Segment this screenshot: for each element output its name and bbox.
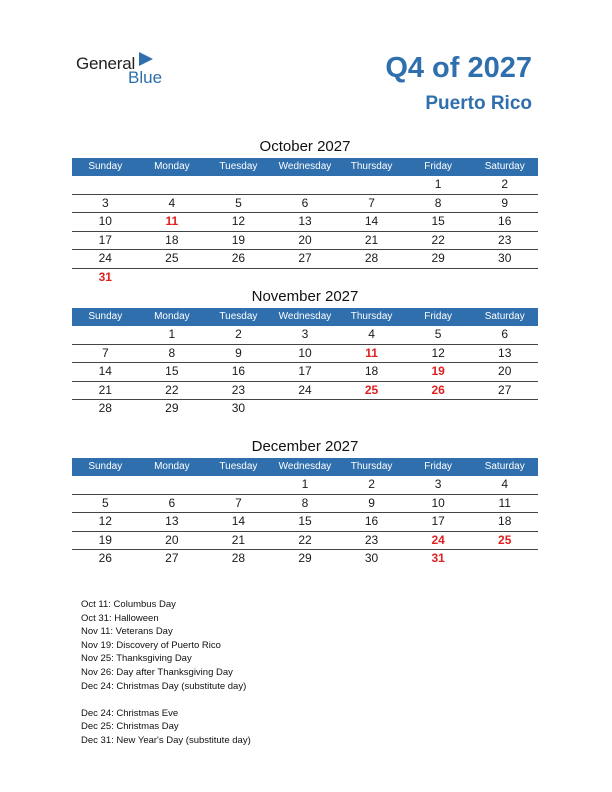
day-cell: 30 <box>231 401 246 415</box>
day-cell: 18 <box>498 514 512 528</box>
weekday-label: Tuesday <box>219 461 258 472</box>
day-cell: 27 <box>298 251 312 265</box>
day-cell: 19 <box>431 364 445 378</box>
quarter-title: Q4 of 2027 <box>385 52 532 84</box>
day-cell: 22 <box>431 232 445 247</box>
logo-word-general: General <box>76 54 136 73</box>
empty-day-cell <box>272 269 339 287</box>
month-grid <box>72 326 538 418</box>
day-cell: 23 <box>231 382 246 397</box>
day-cell: 21 <box>364 232 379 247</box>
month-grid <box>72 476 538 568</box>
day-cell: 26 <box>431 382 445 397</box>
day-cell: 29 <box>165 401 179 415</box>
empty-day-cell <box>338 176 405 194</box>
week-row <box>72 532 538 551</box>
day-cell: 2 <box>368 477 375 491</box>
day-cell: 26 <box>98 551 112 565</box>
day-cell: 15 <box>165 364 179 378</box>
day-cell: 29 <box>431 251 445 265</box>
day-cell: 24 <box>298 382 312 397</box>
region-title: Puerto Rico <box>425 93 532 114</box>
day-cell: 10 <box>98 214 112 228</box>
day-cell: 28 <box>364 251 379 265</box>
day-cell: 6 <box>301 195 309 210</box>
day-cell: 23 <box>498 232 512 247</box>
holiday-note: Dec 31: New Year's Day (substitute day) <box>81 734 251 746</box>
day-cell: 30 <box>364 551 379 565</box>
day-cell: 13 <box>165 514 179 528</box>
week-row <box>72 326 538 345</box>
month-title: December 2027 <box>251 438 359 455</box>
week-row <box>72 400 538 418</box>
week-row <box>72 269 538 287</box>
day-cell: 9 <box>501 195 509 210</box>
day-cell: 26 <box>231 251 246 265</box>
day-cell: 1 <box>168 327 176 341</box>
day-cell: 17 <box>298 364 312 378</box>
holiday-note: Dec 24: Christmas Day (substitute day) <box>81 680 247 692</box>
empty-day-cell <box>471 269 538 287</box>
weekday-label: Thursday <box>350 461 393 472</box>
week-row <box>72 363 538 382</box>
weekday-header <box>72 458 538 476</box>
day-cell: 29 <box>298 551 312 565</box>
month-october <box>72 136 538 286</box>
week-row <box>72 213 538 232</box>
day-cell: 3 <box>101 195 109 210</box>
empty-day-cell <box>405 400 472 418</box>
day-cell: 17 <box>431 514 445 528</box>
day-cell: 11 <box>365 345 378 360</box>
weekday-label: Wednesday <box>278 461 332 472</box>
day-cell: 7 <box>235 495 242 510</box>
empty-day-cell <box>272 176 339 194</box>
day-cell: 20 <box>165 532 179 547</box>
day-cell: 24 <box>431 532 445 547</box>
day-cell: 8 <box>434 195 442 210</box>
day-cell: 3 <box>301 327 309 341</box>
holiday-note: Nov 26: Day after Thanksgiving Day <box>81 666 233 678</box>
day-cell: 10 <box>431 495 445 510</box>
day-cell: 12 <box>98 514 112 528</box>
day-cell: 20 <box>498 364 512 378</box>
day-cell: 27 <box>498 382 512 397</box>
week-row <box>72 476 538 495</box>
weekday-label: Saturday <box>484 161 525 172</box>
day-cell: 18 <box>165 232 179 247</box>
day-cell: 11 <box>498 495 511 510</box>
day-cell: 16 <box>231 364 246 378</box>
day-cell: 4 <box>368 327 375 341</box>
day-cell: 5 <box>235 195 242 210</box>
day-cell: 9 <box>235 345 242 360</box>
empty-day-cell <box>205 269 272 287</box>
month-grid <box>72 176 538 286</box>
weekday-label: Sunday <box>88 461 123 472</box>
day-cell: 13 <box>498 345 512 360</box>
empty-day-cell <box>139 269 206 287</box>
week-row <box>72 495 538 514</box>
holiday-note: Nov 11: Veterans Day <box>81 626 173 638</box>
week-row <box>72 513 538 532</box>
month-december <box>72 436 538 568</box>
weekday-label: Thursday <box>350 161 393 172</box>
holiday-note: Nov 19: Discovery of Puerto Rico <box>81 639 221 651</box>
day-cell: 25 <box>498 532 512 547</box>
day-cell: 1 <box>301 477 309 491</box>
day-cell: 6 <box>501 327 509 341</box>
weekday-label: Friday <box>424 311 453 322</box>
weekday-label: Sunday <box>88 311 123 322</box>
day-cell: 28 <box>231 551 246 565</box>
day-cell: 17 <box>98 232 112 247</box>
holiday-note: Dec 24: Christmas Eve <box>81 707 179 719</box>
weekday-label: Friday <box>424 461 453 472</box>
day-cell: 21 <box>231 532 246 547</box>
day-cell: 7 <box>101 345 109 360</box>
empty-day-cell <box>272 400 339 418</box>
empty-day-cell <box>205 176 272 194</box>
empty-day-cell <box>471 550 538 568</box>
logo-flag-icon <box>139 52 153 66</box>
weekday-header <box>72 158 538 176</box>
day-cell: 25 <box>165 251 179 265</box>
day-cell: 2 <box>501 177 509 191</box>
weekday-label: Tuesday <box>219 161 258 172</box>
weekday-label: Monday <box>154 311 190 322</box>
day-cell: 16 <box>364 514 379 528</box>
weekday-label: Tuesday <box>219 311 258 322</box>
day-cell: 8 <box>168 345 176 360</box>
day-cell: 6 <box>168 495 176 510</box>
empty-day-cell <box>139 176 206 194</box>
day-cell: 15 <box>431 214 445 228</box>
day-cell: 4 <box>501 477 509 491</box>
holiday-note: Nov 25: Thanksgiving Day <box>81 653 192 665</box>
holiday-notes <box>81 598 251 748</box>
week-row <box>72 176 538 195</box>
logo-word-blue: Blue <box>128 68 163 87</box>
day-cell: 27 <box>165 551 179 565</box>
day-cell: 31 <box>431 551 445 565</box>
day-cell: 14 <box>364 214 379 228</box>
week-row <box>72 550 538 568</box>
month-title: October 2027 <box>259 138 351 155</box>
day-cell: 1 <box>434 177 442 191</box>
week-row <box>72 195 538 214</box>
day-cell: 22 <box>298 532 312 547</box>
day-cell: 25 <box>364 382 379 397</box>
day-cell: 14 <box>231 514 246 528</box>
generalblue-logo <box>76 52 176 90</box>
weekday-label: Friday <box>424 161 453 172</box>
day-cell: 2 <box>235 327 242 341</box>
month-title: November 2027 <box>251 288 359 305</box>
day-cell: 18 <box>364 364 379 378</box>
holiday-note: Oct 11: Columbus Day <box>81 599 176 610</box>
day-cell: 5 <box>101 495 109 510</box>
day-cell: 30 <box>498 251 512 265</box>
holiday-note: Dec 25: Christmas Day <box>81 721 179 733</box>
week-row <box>72 232 538 251</box>
day-cell: 7 <box>368 195 375 210</box>
holiday-note <box>81 693 251 707</box>
weekday-header <box>72 308 538 326</box>
day-cell: 20 <box>298 232 312 247</box>
empty-day-cell <box>471 400 538 418</box>
day-cell: 22 <box>165 382 179 397</box>
day-cell: 14 <box>98 364 112 378</box>
day-cell: 16 <box>498 214 512 228</box>
day-cell: 19 <box>98 532 112 547</box>
weekday-label: Sunday <box>88 161 123 172</box>
holiday-note: Oct 31: Halloween <box>81 612 159 624</box>
day-cell: 12 <box>231 214 246 228</box>
empty-day-cell <box>139 476 206 494</box>
day-cell: 8 <box>301 495 309 510</box>
weekday-label: Wednesday <box>278 161 332 172</box>
day-cell: 9 <box>368 495 375 510</box>
day-cell: 24 <box>98 251 112 265</box>
day-cell: 10 <box>298 345 312 360</box>
day-cell: 31 <box>98 269 112 284</box>
day-cell: 5 <box>434 327 442 341</box>
week-row <box>72 382 538 401</box>
weekday-label: Saturday <box>484 461 525 472</box>
week-row <box>72 250 538 269</box>
day-cell: 21 <box>98 382 112 397</box>
day-cell: 15 <box>298 514 312 528</box>
day-cell: 13 <box>298 214 312 228</box>
day-cell: 12 <box>431 345 445 360</box>
weekday-label: Saturday <box>484 311 525 322</box>
day-cell: 4 <box>168 195 176 210</box>
empty-day-cell <box>72 476 139 494</box>
weekday-label: Wednesday <box>278 311 332 322</box>
empty-day-cell <box>405 269 472 287</box>
day-cell: 3 <box>434 477 442 491</box>
weekday-label: Thursday <box>350 311 393 322</box>
empty-day-cell <box>338 269 405 287</box>
empty-day-cell <box>72 176 139 194</box>
empty-day-cell <box>338 400 405 418</box>
day-cell: 23 <box>364 532 379 547</box>
day-cell: 28 <box>98 401 112 415</box>
empty-day-cell <box>72 326 139 344</box>
empty-day-cell <box>205 476 272 494</box>
week-row <box>72 345 538 364</box>
day-cell: 11 <box>165 214 179 228</box>
day-cell: 19 <box>231 232 246 247</box>
weekday-label: Monday <box>154 461 190 472</box>
weekday-label: Monday <box>154 161 190 172</box>
month-november <box>72 286 538 418</box>
